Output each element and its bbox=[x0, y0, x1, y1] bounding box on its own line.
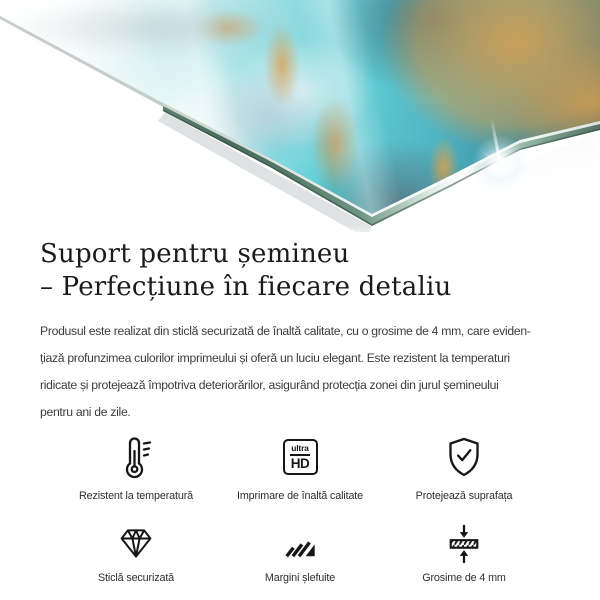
product-description-text bbox=[40, 318, 560, 426]
thickness-icon bbox=[445, 524, 483, 562]
description-line: Produsul este realizat din sticlă securizată de înaltă calitate, cu o grosime de 4 mm, care eviden- bbox=[40, 324, 531, 338]
page-title-line2: – Perfecțiune în fiecare detaliu bbox=[40, 272, 452, 302]
page-title bbox=[40, 238, 560, 304]
feature-label: Sticlă securizată bbox=[97, 572, 175, 584]
description-line: ridicate și protejează împotriva deteriorărilor, asigurând protecția zonei din jurul șemineului bbox=[40, 378, 499, 392]
feature-polished-edges bbox=[218, 524, 382, 584]
feature-grid bbox=[54, 434, 546, 584]
glass-panel-photo bbox=[0, 0, 600, 232]
page-title-line1: Suport pentru șemineu bbox=[40, 239, 350, 269]
feature-surface-protection bbox=[382, 434, 546, 502]
feature-thickness bbox=[382, 524, 546, 584]
shield-check-icon bbox=[446, 434, 482, 480]
feature-heat-resistant bbox=[54, 434, 218, 502]
description-section bbox=[0, 238, 600, 584]
description-line: pentru ani de zile. bbox=[40, 405, 131, 419]
feature-label: Protejează suprafața bbox=[415, 490, 513, 502]
thermometer-icon bbox=[117, 434, 155, 480]
description-line: țiază profunzimea culorilor imprimeului și oferă un luciu elegant. Este rezistent la temperaturi bbox=[40, 351, 510, 365]
feature-tempered-glass bbox=[54, 524, 218, 584]
ultra-hd-badge-top: ultra bbox=[291, 443, 309, 454]
feature-print-quality bbox=[218, 434, 382, 502]
glass-shadow bbox=[0, 0, 320, 55]
feature-label: Rezistent la temperatură bbox=[78, 490, 194, 502]
polished-edges-icon bbox=[280, 524, 320, 562]
diamond-icon bbox=[118, 524, 154, 562]
ultra-hd-badge-bottom: HD bbox=[290, 455, 310, 471]
feature-label: Imprimare de înaltă calitate bbox=[236, 490, 364, 502]
feature-label: Margini șlefuite bbox=[264, 572, 336, 584]
ultra-hd-icon bbox=[283, 434, 318, 480]
feature-label: Grosime de 4 mm bbox=[422, 572, 506, 584]
